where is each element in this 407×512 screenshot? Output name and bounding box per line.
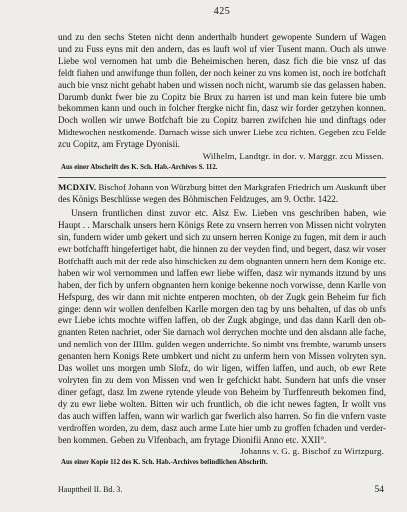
text-line: bekommen kann und ouch in folcher ftergke nicht fin, dasz wir forder getzyhen konnen. (58, 103, 386, 114)
text-line: Botfchafft auch mit der rede also hinschicken zu dem obgnanten unnern hern dem Konige etc. (58, 255, 386, 266)
text-line: und zu Fuss eyns mit den andern, das es lauft wol uf vier Tusent mann. Ouch als unwe (58, 43, 386, 54)
document-1-source-note: Aus einer Abschrift des K. Sch. Hab.-Archives S. 112. (61, 163, 218, 171)
text-line: Hefspurg, des wir dann mit nichte entperen mochten, ob der Zugk gein Beheim fur fich (58, 291, 386, 302)
document-1-signature: Wilhelm, Landtgr. in dor. v. Marggr. zcu Missen. (202, 151, 384, 162)
text-line: ben kommen. Geben zu Vlfenbach, am frytage Dionifii Anno etc. XXII°. (58, 434, 327, 445)
text-line: verdroffen worden, zu dem, dasz auch arme Lute hier umb zu groffen fchaden und verder- (58, 422, 386, 433)
document-number: MCDXIV. (58, 182, 97, 193)
heading-line (58, 182, 386, 194)
page-footer (58, 485, 386, 495)
heading-line: des Königs Beschlüsse wegen des Böhmischen Feldzuges, am 9. Octbr. 1422. (58, 194, 338, 205)
text-column (58, 32, 386, 469)
text-line: Darumb dunkt fwer bie zu Copitz bie Brux zu harren ist und man kein futere bie umb (58, 91, 386, 102)
document-1 (58, 32, 386, 173)
text-line: Unsern fruntlichen dinst zuvor etc. Alsz Ew. Lieben vns geschriben haben, wie (71, 208, 386, 219)
text-line: haben, der fich by unfern obgnanten hern konige bekenne noch vorwisse, denn Karlle von (58, 279, 386, 290)
text-line: haben wir wol vernommen und laffen ewr liebe wiffen, dasz wir nymands itzund by uns (58, 267, 386, 278)
text-line: volryten fin zu dem von Missen vnd wen Ir gefchickt habt. Sundern hat unfs die vnser (58, 374, 386, 385)
text-line: diner gefagt, dasz Im zwene rytende yleude von Beheim by Turffenreuth bekomen find, (58, 386, 386, 397)
text-line: genanten hern Konigs Rete umbkert und nicht zu unferm hern von Missen volryten syn. (58, 351, 386, 362)
text-line: gnanten Reten nachriet, oder Sie darnach wol derrychen mochte und den alsdann alle fache, (58, 327, 386, 338)
text-line: Haupt . . Marschalk unsers hern Königs Rete zu vnsern herren von Missen nicht volryten (58, 220, 386, 231)
text-line: ewr botfchafft hingefertiget habt, die hinnen zu der veyden find, und begert, dasz wir voser (58, 244, 386, 254)
document-2-body (58, 208, 386, 446)
text-line: Das wollet uns morgen umb Slofz, do wir ligen, wiffen laffen, und auch, ob ewr Rete (58, 363, 386, 374)
text-line: und nemlich von der IIIIm. gulden wegen underrichte. So nimbt vns frembte, warumb unsers (58, 339, 386, 350)
document-2 (58, 182, 386, 468)
text-line: das auch wiffen laffen, wann wir warlich gar fwerlich also harren. So fin die vnfern vaste (58, 410, 386, 421)
text-line: dy zu ewr liebe wolten. Bitten wir uch fruntlich, ob die icht newes fagten, Ir wollt vns (58, 398, 386, 409)
text-line: sin, fundern wider umb gekert und sich zu unsern herren Konige zu fugen, mit dem ir auch (58, 232, 386, 243)
document-2-signature: Johanns v. G. g. Bischof zu Wirtzpurg. (240, 446, 384, 457)
text-line: feldt fiahen und anwifunge thun follen, der noch keiner zu vns komen ist, noch ire botfchaft (58, 67, 386, 78)
page-number-top: 425 (213, 6, 231, 17)
text-line: zcu Copitz, am Frytage Dyonisii. (58, 139, 180, 150)
section-divider (58, 177, 386, 178)
document-1-body (58, 32, 386, 151)
footer-volume: Haupttheil II. Bd. 3. (58, 485, 123, 494)
document-2-heading (58, 182, 386, 206)
heading-text: Bischof Johann von Würzburg bittet den Markgrafen Friedrich um Auskunft über (98, 182, 387, 193)
text-line: ewr Liebe ichts mochte wiffen laffen, ob der Zugk abginge, und das dann Karll den ob- (58, 315, 386, 326)
footer-page-number: 54 (374, 485, 384, 495)
text-line: und zu den sechs Steten nicht denn anderthalb hundert gewopente Sundern uf Wagen (58, 32, 386, 42)
text-line: ginge: denn wir wollen denfelben Karlle morgen den tag by uns behalten, uf das ob unfs (58, 303, 386, 314)
text-line: Liebe wol vernomen hat umb die Beheimischen heren, dasz fich die bie vnsz uf das (58, 55, 386, 66)
text-line: Doch wollen wir unwe Botfchaft bie zu Copitz barren zwifchen hie und dinftags oder (58, 115, 386, 126)
text-line: Midtewochen nestkomende. Darnach wisse sich unwer Liebe zcu richten. Gegeben zcu Felde (58, 127, 386, 138)
document-2-source-note: Aus einer Kopie 112 des K. Sch. Hab.-Archives befindlichen Abschrift. (61, 459, 268, 467)
text-line: auch bie vnsz nicht gehabt haben und wissen noch nicht, warumb sie das gelassen haben. (58, 79, 386, 90)
